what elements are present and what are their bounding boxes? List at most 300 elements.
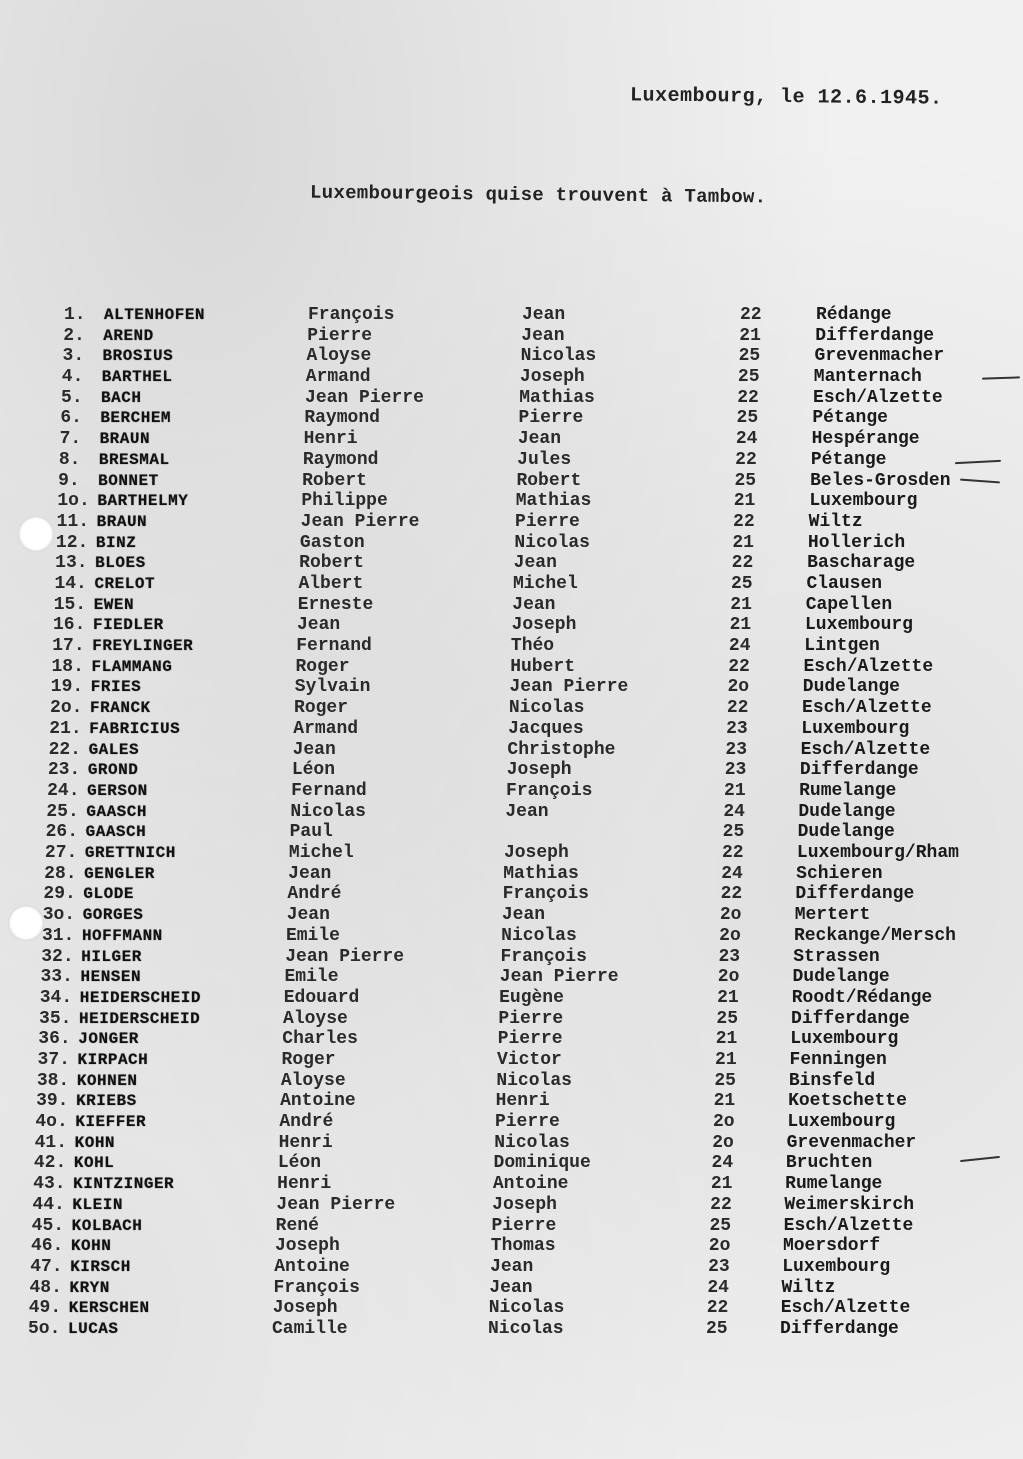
entry-surname: BRAUN — [96, 512, 148, 531]
entry-age: 22 — [706, 1298, 729, 1319]
entry-age: 25 — [734, 470, 757, 491]
entry-surname: FRIES — [90, 678, 142, 697]
entry-first-name: Jean — [286, 905, 330, 926]
entry-surname: BLOES — [95, 554, 146, 573]
entry-surname: GERSON — [87, 781, 148, 800]
list-item — [0, 1235, 1023, 1257]
entry-number: 13. — [55, 553, 88, 574]
list-item — [0, 387, 1023, 409]
entry-age: 24 — [707, 1277, 729, 1298]
list-item — [0, 1132, 1023, 1154]
entry-age: 2o — [727, 677, 750, 698]
entry-number: 11. — [56, 511, 90, 532]
list-item — [0, 987, 1023, 1009]
document-title: Luxembourgeois quise trouvent à Tambow. — [309, 181, 767, 209]
entry-father-name: Nicolas — [488, 1298, 565, 1319]
entry-number: 31. — [41, 925, 75, 946]
entry-age: 21 — [715, 1029, 738, 1050]
entry-town: Grevenmacher — [814, 346, 945, 367]
entry-age: 22 — [726, 698, 749, 719]
entry-first-name: Philippe — [301, 491, 388, 512]
entry-number: 12. — [55, 532, 89, 553]
entry-age: 21 — [730, 594, 752, 615]
entry-first-name: Roger — [294, 698, 349, 719]
entry-number: 46. — [30, 1236, 64, 1257]
entry-town: Rumelange — [799, 780, 897, 801]
entry-surname: JONGER — [78, 1030, 139, 1049]
entry-father-name: Jules — [517, 449, 572, 470]
entry-town: Differdange — [795, 884, 915, 905]
entry-father-name: Jacques — [508, 718, 584, 739]
entry-father-name: Eugène — [499, 987, 564, 1008]
list-item — [0, 1028, 1023, 1050]
entry-first-name: Aloyse — [280, 1070, 346, 1091]
entry-town: Manternach — [813, 367, 922, 388]
entry-father-name: Joseph — [503, 843, 569, 864]
list-item — [0, 739, 1023, 761]
entry-age: 25 — [716, 1008, 739, 1029]
entry-surname: BRESMAL — [98, 450, 170, 469]
entry-age: 22 — [737, 387, 759, 408]
entry-father-name: Christophe — [507, 739, 616, 760]
entry-town: Esch/Alzette — [803, 656, 934, 677]
entry-age: 21 — [710, 1174, 733, 1195]
entry-father-name: Hubert — [510, 656, 576, 677]
entry-number: 41. — [34, 1132, 68, 1153]
entry-first-name: Michel — [288, 843, 354, 864]
entry-age: 2o — [712, 1112, 735, 1133]
list-item — [0, 1008, 1023, 1030]
entry-first-name: Henri — [278, 1132, 333, 1153]
list-item — [0, 325, 1023, 347]
entry-first-name: Henri — [303, 429, 358, 450]
entry-father-name: Pierre — [497, 1029, 563, 1050]
entry-first-name: Aloyse — [283, 1008, 348, 1029]
entry-surname: GROND — [87, 761, 139, 780]
entry-age: 23 — [725, 739, 748, 760]
entry-town: Wiltz — [781, 1277, 836, 1298]
entry-age: 2o — [712, 1132, 734, 1153]
entry-age: 25 — [709, 1215, 732, 1236]
entry-number: 3o. — [42, 905, 76, 926]
list-item — [0, 863, 1023, 885]
entry-number: 28. — [44, 863, 77, 884]
entry-number: 39. — [36, 1091, 69, 1112]
entry-father-name: Mathias — [515, 491, 592, 512]
entry-number: 25. — [46, 801, 79, 822]
entry-number: 29. — [43, 884, 76, 905]
entry-number: 14. — [54, 574, 87, 595]
entry-first-name: Fernand — [291, 780, 367, 801]
entry-number: 5. — [61, 387, 83, 408]
entry-age: 25 — [737, 367, 760, 388]
list-item — [0, 345, 1023, 367]
entry-number: 35. — [39, 1008, 72, 1029]
entry-town: Binsfeld — [788, 1070, 876, 1091]
entry-number: 27. — [44, 843, 78, 864]
entry-surname: HEIDERSCHEID — [79, 1009, 201, 1028]
entry-surname: GAASCH — [85, 823, 147, 842]
entry-number: 19. — [50, 677, 84, 698]
entry-age: 21 — [715, 1049, 737, 1070]
entry-town: Grevenmacher — [786, 1132, 917, 1153]
entry-town: Luxembourg — [787, 1112, 896, 1133]
entry-father-name: Jean Pierre — [509, 677, 629, 698]
entry-age: 22 — [720, 884, 743, 905]
list-item — [0, 883, 1023, 905]
entry-first-name: Fernand — [296, 636, 372, 657]
entry-first-name: André — [287, 884, 342, 905]
entry-town: Dudelange — [792, 967, 890, 988]
entry-father-name: Nicolas — [496, 1070, 572, 1091]
entry-town: Luxembourg — [790, 1029, 899, 1050]
list-item — [0, 821, 1023, 843]
entry-town: Dudelange — [797, 822, 895, 843]
entry-first-name: Aloyse — [306, 346, 372, 367]
list-item — [0, 614, 1023, 636]
list-item — [0, 552, 1023, 574]
entry-surname: KOHL — [73, 1154, 115, 1173]
list-item — [0, 366, 1023, 388]
entry-first-name: Joseph — [272, 1298, 338, 1319]
entry-town: Dudelange — [802, 677, 900, 698]
entry-first-name: Roger — [295, 656, 350, 677]
entry-father-name: Joseph — [492, 1194, 557, 1215]
list-item — [0, 428, 1023, 450]
entry-age: 23 — [708, 1256, 730, 1277]
entry-first-name: Raymond — [302, 449, 379, 470]
entry-age: 25 — [714, 1070, 736, 1091]
entry-age: 25 — [736, 408, 759, 429]
entry-town: Strassen — [793, 946, 880, 967]
entry-number: 36. — [38, 1029, 71, 1050]
entry-first-name: Robert — [299, 553, 364, 574]
entry-age: 24 — [711, 1153, 734, 1174]
entry-town: Hollerich — [807, 532, 906, 553]
entry-father-name: Thomas — [490, 1236, 556, 1257]
entry-town: Luxembourg — [809, 491, 918, 512]
list-item — [0, 1256, 1023, 1278]
list-item — [0, 490, 1023, 512]
entry-age: 22 — [710, 1194, 732, 1215]
entry-number: 4. — [61, 367, 84, 388]
entry-father-name: Nicolas — [514, 532, 590, 553]
entry-father-name: Michel — [512, 574, 578, 595]
entry-father-name: Robert — [516, 470, 582, 491]
entry-father-name: Nicolas — [520, 346, 597, 367]
entry-surname: FIEDLER — [92, 616, 164, 635]
entry-town: Moersdorf — [782, 1236, 881, 1257]
entry-father-name: Pierre — [494, 1112, 560, 1133]
entry-age: 22 — [735, 449, 757, 470]
entry-age: 21 — [713, 1091, 736, 1112]
entry-father-name: Jean — [522, 305, 566, 325]
entry-father-name: Joseph — [506, 760, 572, 781]
entry-surname: HILGER — [81, 947, 142, 966]
entry-number: 32. — [41, 946, 74, 967]
entry-surname: HEIDERSCHEID — [79, 988, 201, 1007]
list-item — [0, 759, 1023, 781]
entry-age: 21 — [717, 987, 739, 1008]
entry-first-name: Armand — [305, 367, 371, 388]
entry-first-name: Camille — [272, 1319, 348, 1339]
entry-town: Rumelange — [785, 1174, 883, 1195]
entry-age: 25 — [738, 346, 761, 367]
entry-town: Roodt/Rédange — [791, 987, 933, 1008]
entry-father-name: Victor — [497, 1049, 562, 1070]
entry-father-name: Nicolas — [508, 698, 585, 719]
entry-father-name: Jean — [517, 429, 562, 450]
list-item — [0, 1318, 1023, 1340]
entry-number: 34. — [39, 987, 73, 1008]
list-item — [0, 966, 1023, 988]
entry-age: 22 — [733, 511, 755, 532]
entry-town: Mertert — [794, 905, 871, 926]
entry-first-name: Emile — [284, 967, 339, 988]
entry-father-name: Pierre — [515, 511, 580, 532]
list-item — [0, 697, 1023, 719]
entry-surname: AREND — [103, 326, 154, 345]
entry-father-name: François — [502, 884, 589, 905]
entry-town: Beles-Grosden — [810, 470, 951, 491]
entry-surname: BARTHEL — [101, 368, 173, 387]
entry-first-name: André — [279, 1112, 334, 1133]
entry-father-name: Jean — [521, 325, 565, 346]
entry-first-name: Jean Pierre — [276, 1194, 396, 1215]
entry-number: 21. — [49, 718, 82, 739]
entry-first-name: Léon — [277, 1153, 322, 1174]
entry-town: Lintgen — [804, 636, 880, 657]
entry-age: 2o — [719, 925, 741, 946]
entry-father-name: Nicolas — [488, 1319, 564, 1339]
entry-age: 22 — [721, 843, 744, 864]
entry-surname: KOHN — [70, 1237, 112, 1256]
entry-father-name: Joseph — [519, 367, 585, 388]
entry-first-name: François — [273, 1277, 360, 1298]
entry-age: 24 — [721, 863, 743, 884]
entry-number: 24. — [47, 780, 80, 801]
entry-father-name: François — [500, 946, 587, 967]
entry-number: 22. — [48, 739, 81, 760]
punch-hole — [8, 905, 44, 941]
list-item — [0, 842, 1023, 864]
list-item — [0, 470, 1023, 492]
entry-surname: FRANCK — [90, 699, 151, 718]
entry-number: 43. — [33, 1174, 66, 1195]
entry-first-name: Jean — [292, 739, 336, 760]
entry-first-name: Sylvain — [294, 677, 371, 698]
entry-age: 23 — [726, 718, 748, 739]
entry-number: 5o. — [28, 1319, 61, 1339]
entry-first-name: Jean — [296, 615, 341, 636]
entry-father-name: François — [506, 780, 593, 801]
entry-first-name: Jean Pierre — [305, 387, 424, 408]
entry-father-name: Jean Pierre — [499, 967, 619, 988]
entry-surname: LUCAS — [68, 1320, 119, 1338]
list-item — [0, 801, 1023, 823]
entry-number: 17. — [52, 636, 85, 657]
entry-surname: HOFFMANN — [81, 926, 163, 945]
entry-surname: KIRSCH — [70, 1257, 131, 1276]
entry-number: 8. — [58, 449, 81, 470]
entry-first-name: Nicolas — [290, 801, 366, 822]
entry-surname: FLAMMANG — [91, 657, 173, 676]
entry-father-name: Théo — [510, 636, 555, 657]
entry-first-name: Jean Pierre — [285, 946, 405, 967]
entry-town: Pétange — [812, 408, 888, 429]
entry-father-name: Jean — [513, 553, 557, 574]
entry-father-name: Pierre — [491, 1215, 557, 1236]
entry-father-name: Pierre — [498, 1008, 564, 1029]
entry-town: Pétange — [810, 449, 887, 470]
list-item — [0, 780, 1023, 802]
entry-number: 47. — [30, 1256, 63, 1277]
entry-number: 44. — [32, 1194, 65, 1215]
entry-first-name: Gaston — [299, 532, 365, 553]
list-item — [0, 407, 1023, 429]
entry-first-name: Henri — [277, 1174, 332, 1195]
entry-town: Schieren — [796, 863, 883, 884]
entry-number: 1. — [64, 305, 86, 325]
list-item — [0, 656, 1023, 678]
entry-first-name: Jean — [288, 863, 332, 884]
entry-first-name: Paul — [289, 822, 333, 843]
entry-surname: FABRICIUS — [89, 719, 181, 738]
entry-first-name: Joseph — [274, 1236, 340, 1257]
entry-father-name: Mathias — [519, 387, 595, 408]
entry-town: Rédange — [816, 305, 892, 325]
entry-number: 2o. — [50, 698, 83, 719]
entry-town: Esch/Alzette — [783, 1215, 914, 1236]
entry-town: Weimerskirch — [784, 1194, 915, 1215]
list-item — [0, 904, 1023, 926]
entry-surname: GAASCH — [86, 802, 147, 821]
entry-age: 25 — [706, 1319, 728, 1339]
entry-surname: HENSEN — [80, 968, 142, 987]
entry-town: Koetschette — [788, 1091, 907, 1112]
entry-first-name: Antoine — [274, 1256, 350, 1277]
entry-town: Fenningen — [789, 1049, 887, 1070]
entry-town: Clausen — [806, 574, 883, 595]
entry-age: 21 — [733, 491, 756, 512]
entry-number: 15. — [53, 594, 87, 615]
entry-age: 23 — [718, 946, 741, 967]
entry-father-name: Pierre — [518, 408, 584, 429]
entry-surname: BARTHELMY — [97, 492, 189, 511]
entry-number: 37. — [37, 1049, 70, 1070]
entry-surname: GLODE — [83, 885, 134, 904]
list-item — [0, 718, 1023, 740]
entry-first-name: Jean Pierre — [300, 511, 420, 532]
entry-town: Capellen — [805, 594, 893, 615]
list-item — [0, 1049, 1023, 1071]
entry-surname: KRYN — [69, 1278, 110, 1297]
entry-surname: KIEFFER — [75, 1113, 147, 1132]
entry-age: 24 — [735, 429, 758, 450]
list-item — [0, 449, 1023, 471]
entry-number: 23. — [47, 760, 81, 781]
entry-town: Wiltz — [808, 511, 863, 532]
entry-age: 24 — [728, 636, 751, 657]
entry-surname: KINTZINGER — [73, 1175, 175, 1194]
entry-first-name: Emile — [285, 925, 340, 946]
entry-surname: GORGES — [82, 906, 144, 925]
entry-town: Esch/Alzette — [780, 1298, 911, 1319]
entry-father-name: Jean — [505, 801, 549, 822]
entry-surname: KOLBACH — [71, 1216, 143, 1235]
entry-town: Hespérange — [811, 429, 920, 450]
entry-number: 33. — [40, 967, 73, 988]
entry-age: 21 — [724, 780, 746, 801]
entry-age: 21 — [729, 615, 752, 636]
entry-surname: ALTENHOFEN — [104, 306, 206, 324]
list-item — [0, 1070, 1023, 1092]
entry-age: 21 — [732, 532, 754, 553]
entry-father-name: Jean — [490, 1256, 534, 1277]
list-item — [0, 1215, 1023, 1237]
entry-number: 26. — [45, 822, 79, 843]
entry-surname: KERSCHEN — [68, 1299, 150, 1318]
entry-surname: EWEN — [93, 595, 135, 614]
entry-age: 22 — [740, 305, 762, 325]
entry-surname: KOHN — [74, 1133, 116, 1152]
entry-age: 22 — [728, 656, 750, 677]
entry-number: 45. — [31, 1215, 65, 1236]
entry-town: Differdange — [799, 760, 919, 781]
entry-number: 18. — [51, 656, 84, 677]
entry-town: Bascharage — [807, 553, 916, 574]
entry-first-name: Robert — [302, 470, 367, 491]
entry-father-name: Jean — [489, 1277, 533, 1298]
entry-first-name: Léon — [291, 760, 336, 781]
entry-town: Differdange — [815, 325, 935, 346]
entry-surname: KIRPACH — [77, 1050, 149, 1069]
list-item — [0, 946, 1023, 968]
entry-first-name: Roger — [281, 1049, 336, 1070]
entry-surname: KRIEBS — [76, 1092, 137, 1111]
entry-father-name: Henri — [495, 1091, 550, 1112]
entry-surname: BERCHEM — [100, 409, 172, 428]
entry-age: 2o — [717, 967, 740, 988]
entry-number: 42. — [33, 1153, 67, 1174]
list-item — [0, 511, 1023, 533]
entry-town: Bruchten — [785, 1153, 873, 1174]
list-item — [0, 1277, 1023, 1299]
entry-town: Luxembourg — [801, 718, 910, 739]
entry-first-name: René — [275, 1215, 319, 1236]
entry-surname: GENGLER — [84, 864, 155, 883]
entry-age: 25 — [730, 574, 753, 595]
list-item — [0, 1297, 1023, 1319]
entry-town: Luxembourg — [782, 1256, 891, 1277]
entry-town: Luxembourg — [804, 615, 913, 636]
entry-surname: GALES — [88, 740, 140, 759]
entry-age: 22 — [731, 553, 754, 574]
entry-surname: BACH — [101, 388, 142, 407]
entry-first-name: Charles — [282, 1029, 358, 1050]
entry-father-name: Nicolas — [494, 1132, 570, 1153]
entry-father-name: Nicolas — [501, 925, 577, 946]
entry-first-name: Albert — [298, 574, 364, 595]
punch-hole — [18, 516, 54, 552]
entry-number: 9. — [58, 470, 80, 491]
list-item — [0, 594, 1023, 616]
entry-number: 4o. — [35, 1112, 68, 1133]
list-item — [0, 1152, 1023, 1174]
entry-town: Luxembourg/Rham — [796, 843, 959, 864]
dateline: Luxembourg, le 12.6.1945. — [629, 84, 943, 111]
entry-town: Esch/Alzette — [813, 387, 943, 408]
